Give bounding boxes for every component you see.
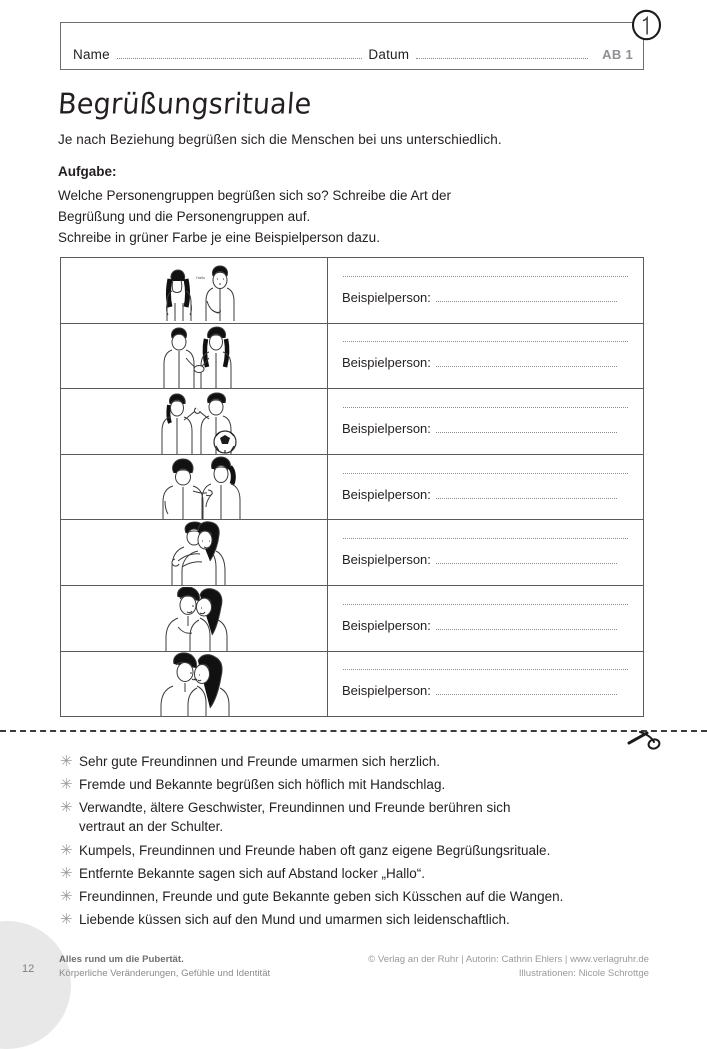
example-person-row [342,290,631,305]
list-item [60,864,640,883]
list-item-text: Entfernte Bekannte sagen sich auf Abstand locker „Hallo“. [79,865,425,881]
example-person-row [342,683,631,698]
answer-line[interactable] [343,669,628,670]
illustration-cell [61,586,328,651]
table-row [61,258,643,324]
footer-book-subtitle: Körperliche Veränderungen, Gefühle und Identität [59,968,271,979]
example-person-line[interactable] [436,432,617,433]
footer-credit-publisher: © Verlag an der Ruhr | Autorin: Cathrin Ehlers | www.verlagruhr.de [368,954,649,965]
table-row [61,324,643,390]
page-number-circle [0,921,71,1049]
task-line-1: Welche Personengruppen begrüßen sich so? Schreibe die Art der [58,188,451,203]
name-label: Name [73,47,110,62]
answer-cell[interactable] [328,652,643,717]
greeting-rituals-table [60,257,644,717]
list-item-text: Verwandte, ältere Geschwister, Freundinnen und Freunde berühren sich vertraut an der Schulter. [79,800,511,835]
example-person-row [342,618,631,633]
answer-line[interactable] [343,341,628,342]
example-person-label: Beispielperson: [342,486,431,502]
cut-line [0,730,707,732]
list-item [60,798,640,836]
answer-cell[interactable] [328,324,643,389]
example-person-label: Beispielperson: [342,355,431,371]
table-row [61,455,643,521]
circled-one-icon [629,8,665,44]
answer-cell[interactable] [328,586,643,651]
answer-cell[interactable] [328,389,643,454]
illustration-cell [61,258,328,323]
table-row [61,389,643,455]
name-input-line[interactable] [117,58,363,59]
cheek-kiss-icon [142,587,246,651]
intro-text: Je nach Beziehung begrüßen sich die Menschen bei uns unterschiedlich. [58,132,502,147]
two-teens-waving-hallo-icon [142,259,246,323]
asterisk-icon: ✳ [60,776,73,794]
example-person-label: Beispielperson: [342,552,431,568]
example-person-label: Beispielperson: [342,420,431,436]
answer-cell[interactable] [328,455,643,520]
list-item [60,752,640,771]
footer-book-info [59,953,270,981]
asterisk-icon: ✳ [60,911,73,929]
example-person-row [342,355,631,370]
high-five-with-football-icon [142,390,246,454]
example-person-label: Beispielperson: [342,683,431,699]
answer-line[interactable] [343,473,628,474]
table-row [61,520,643,586]
list-item-text: Sehr gute Freundinnen und Freunde umarmen sich herzlich. [79,754,440,769]
task-description [58,185,451,248]
example-person-row [342,552,631,567]
illustration-cell [61,455,328,520]
footer-credits [368,953,649,981]
list-item-text: Fremde und Bekannte begrüßen sich höflich mit Handschlag. [79,777,446,793]
asterisk-icon: ✳ [60,841,73,859]
answer-line[interactable] [343,407,628,408]
example-person-label: Beispielperson: [342,617,431,633]
example-person-line[interactable] [436,301,617,302]
sheet-code: AB 1 [602,47,633,62]
list-item [60,775,640,794]
page-title: Begrüßungsrituale [57,88,313,121]
example-person-line[interactable] [436,694,617,695]
answer-cell[interactable] [328,520,643,585]
table-row [61,652,643,718]
example-person-row [342,421,631,436]
illustration-cell [61,652,328,717]
hug-icon [142,521,246,585]
asterisk-icon: ✳ [60,799,73,817]
asterisk-icon: ✳ [60,864,73,882]
mouth-kiss-icon [142,652,246,716]
example-person-line[interactable] [436,563,617,564]
scissors-glyph [627,729,661,751]
illustration-cell [61,389,328,454]
asterisk-icon: ✳ [60,887,73,905]
list-item [60,887,640,906]
example-person-row [342,487,631,502]
exercise-number-badge [629,8,665,44]
list-item-text: Liebende küssen sich auf den Mund und umarmen sich leidenschaftlich. [79,912,510,928]
hand-on-shoulder-icon [142,455,246,519]
answer-cell[interactable] [328,258,643,323]
example-person-line[interactable] [436,366,617,367]
list-item [60,841,640,860]
answer-line[interactable] [343,276,628,277]
asterisk-icon: ✳ [60,753,73,770]
date-label: Datum [368,47,410,62]
footer-credit-illustrations: Illustrationen: Nicole Schrottge [518,968,649,979]
task-line-2: Begrüßung und die Personengruppen auf. [58,209,311,224]
greeting-facts-list [60,752,640,933]
example-person-line[interactable] [436,629,617,630]
answer-line[interactable] [343,604,628,605]
illustration-cell [61,324,328,389]
table-row [61,586,643,652]
date-input-line[interactable] [416,58,588,59]
list-item [60,910,640,929]
footer-book-title: Alles rund um die Pubertät. [59,954,184,965]
speech-hallo-label: Hallo [196,274,206,280]
name-date-row [73,47,633,62]
task-line-3: Schreibe in grüner Farbe je eine Beispielperson dazu. [58,230,380,245]
example-person-label: Beispielperson: [342,289,431,305]
example-person-line[interactable] [436,498,617,499]
handshake-icon [142,324,246,388]
scissors-icon [627,729,661,751]
illustration-cell [61,520,328,585]
task-heading: Aufgabe: [58,164,117,179]
list-item-text: Freundinnen, Freunde und gute Bekannte geben sich Küsschen auf die Wangen. [79,888,564,904]
name-date-box [60,22,644,70]
answer-line[interactable] [343,538,628,539]
list-item-text: Kumpels, Freundinnen und Freunde haben oft ganz eigene Begrüßungsrituale. [79,842,551,858]
page-number: 12 [22,963,35,975]
